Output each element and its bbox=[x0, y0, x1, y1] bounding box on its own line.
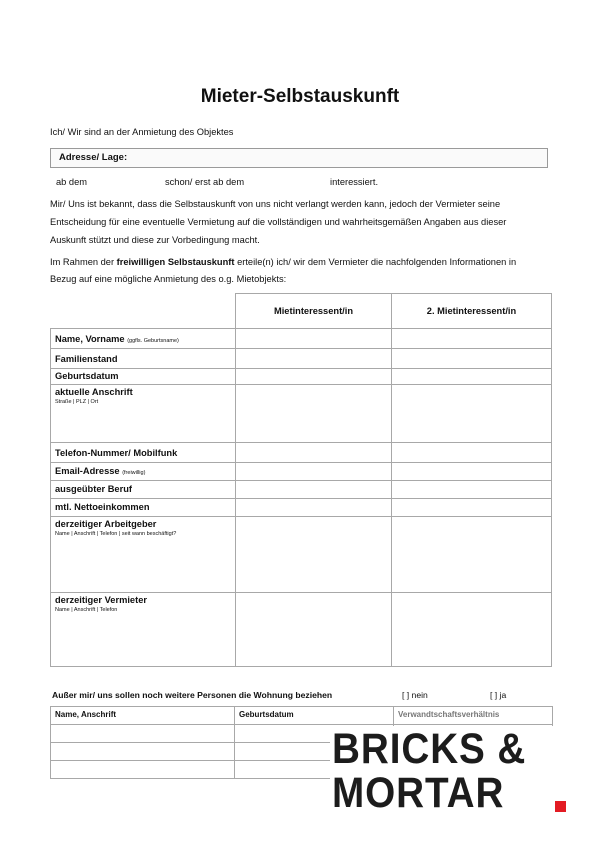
cell-job-2[interactable] bbox=[392, 481, 552, 499]
cell-landlord-1[interactable] bbox=[236, 593, 392, 667]
persons-header-name: Name, Anschrift bbox=[51, 707, 235, 725]
consent-suffix: erteile(n) ich/ wir dem Vermieter die nachfolgenden Informationen in bbox=[237, 257, 517, 267]
option-yes[interactable]: [ ] ja bbox=[490, 690, 507, 700]
disclaimer-line-2: Entscheidung für eine eventuelle Vermietung auf die vollständigen und wahrheitsgemäßen Angaben aus dieser bbox=[50, 217, 507, 227]
address-label: Adresse/ Lage: bbox=[59, 152, 128, 163]
logo-line-1: BRICKS & bbox=[332, 725, 527, 773]
cell-income-2[interactable] bbox=[392, 499, 552, 517]
cell-employer-1[interactable] bbox=[236, 517, 392, 593]
cell-birth-1[interactable] bbox=[236, 369, 392, 385]
email-note: (freiwillig) bbox=[122, 470, 146, 476]
cell-landlord-2[interactable] bbox=[392, 593, 552, 667]
cell-income-1[interactable] bbox=[236, 499, 392, 517]
row-job bbox=[51, 481, 236, 499]
landlord-note: Name | Anschrift | Telefon bbox=[55, 607, 118, 613]
cell-name-1[interactable] bbox=[236, 329, 392, 349]
birth-label: Geburtsdatum bbox=[55, 371, 119, 381]
later-date-label: schon/ erst ab dem bbox=[165, 177, 245, 187]
address-row-label: aktuelle Anschrift bbox=[55, 387, 133, 397]
cell-job-1[interactable] bbox=[236, 481, 392, 499]
row-address bbox=[51, 385, 236, 443]
column-header-1: Mietinteressent/in bbox=[236, 294, 392, 329]
cell-email-1[interactable] bbox=[236, 463, 392, 481]
logo-line-2: MORTAR bbox=[332, 769, 505, 817]
job-label: ausgeübter Beruf bbox=[55, 484, 132, 494]
consent-bold: freiwilligen Selbstauskunft bbox=[116, 257, 235, 267]
address-field[interactable] bbox=[50, 148, 548, 168]
applicant-table bbox=[50, 293, 552, 667]
other-persons-question: Außer mir/ uns sollen noch weitere Personen die Wohnung beziehen bbox=[52, 690, 333, 700]
persons-header-relation: Verwandtschaftsverhältnis bbox=[394, 707, 553, 725]
income-label: mtl. Nettoeinkommen bbox=[55, 502, 150, 512]
consent-prefix: Im Rahmen der bbox=[50, 257, 115, 267]
row-marital bbox=[51, 349, 236, 369]
cell-name-2[interactable] bbox=[392, 329, 552, 349]
disclaimer-line-1: Mir/ Uns ist bekannt, dass die Selbstauskunft von uns nicht verlangt werden kann, jedoch der Vermieter seine bbox=[50, 199, 501, 209]
consent-line-2: Bezug auf eine mögliche Anmietung des o.g. Mietobjekts: bbox=[50, 274, 287, 284]
cell-address-2[interactable] bbox=[392, 385, 552, 443]
cell-address-1[interactable] bbox=[236, 385, 392, 443]
from-date-label: ab dem bbox=[56, 177, 88, 187]
marital-label: Familienstand bbox=[55, 354, 118, 364]
phone-label: Telefon-Nummer/ Mobilfunk bbox=[55, 448, 178, 458]
name-note: (ggfls. Geburtsname) bbox=[127, 338, 179, 344]
email-label: Email-Adresse bbox=[55, 466, 120, 476]
name-label: Name, Vorname bbox=[55, 334, 125, 344]
cell-email-2[interactable] bbox=[392, 463, 552, 481]
cell-phone-1[interactable] bbox=[236, 443, 392, 463]
row-name bbox=[51, 329, 236, 349]
cell-marital-1[interactable] bbox=[236, 349, 392, 369]
row-birth bbox=[51, 369, 236, 385]
cell-phone-2[interactable] bbox=[392, 443, 552, 463]
employer-note: Name | Anschrift | Telefon | seit wann beschäftigt? bbox=[55, 531, 177, 537]
consent-line-1 bbox=[50, 253, 516, 271]
row-income bbox=[51, 499, 236, 517]
option-no[interactable]: [ ] nein bbox=[402, 690, 428, 700]
cell-marital-2[interactable] bbox=[392, 349, 552, 369]
disclaimer-line-3: Auskunft stützt und diese zur Vorbedingung macht. bbox=[50, 235, 260, 245]
row-email bbox=[51, 463, 236, 481]
logo-red-dot bbox=[555, 801, 566, 812]
address-note: Straße | PLZ | Ort bbox=[55, 399, 99, 405]
intro-text: Ich/ Wir sind an der Anmietung des Objektes bbox=[50, 127, 234, 137]
page-title: Mieter-Selbstauskunft bbox=[200, 86, 400, 107]
persons-header-birth: Geburtsdatum bbox=[235, 707, 394, 725]
row-phone bbox=[51, 443, 236, 463]
cell-employer-2[interactable] bbox=[392, 517, 552, 593]
employer-label: derzeitiger Arbeitgeber bbox=[55, 519, 157, 529]
bricks-mortar-logo bbox=[330, 726, 572, 826]
interested-label: interessiert. bbox=[330, 177, 379, 187]
row-employer bbox=[51, 517, 236, 593]
cell-birth-2[interactable] bbox=[392, 369, 552, 385]
column-header-2: 2. Mietinteressent/in bbox=[392, 294, 552, 329]
landlord-label: derzeitiger Vermieter bbox=[55, 595, 147, 605]
row-landlord bbox=[51, 593, 236, 667]
